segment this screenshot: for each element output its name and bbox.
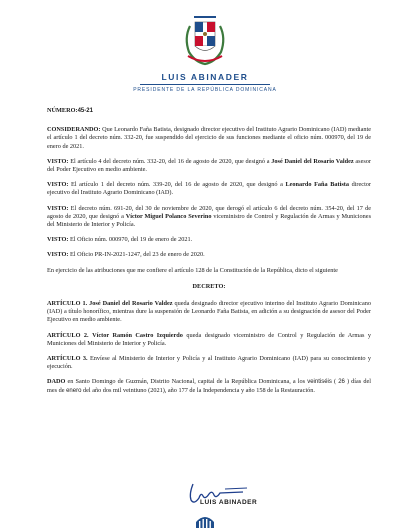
visto-person: Víctor Miguel Polanco Severino — [125, 212, 212, 220]
decree-body — [47, 107, 371, 402]
visto-text: El artículo 4 del decreto núm. 332-20, del 16 de agosto de 2020, que designó a — [70, 157, 272, 165]
article-text: Envíese al Ministerio de Interior y Policía y al Instituto Agrario Dominicano (IAD) para su conocimiento y ejecución. — [47, 355, 371, 371]
article-label: ARTÍCULO 2. — [47, 331, 89, 339]
dado-text-2: ) días del mes de — [47, 378, 371, 394]
article-paragraph — [47, 300, 371, 325]
visto-text: El Oficio PR-IN-2021-1247, del 23 de enero de 2020. — [69, 251, 205, 259]
visto-label: VISTO: — [47, 181, 69, 189]
visto-label: VISTO: — [47, 204, 69, 212]
decreto-heading: DECRETO: — [192, 282, 226, 290]
article-paragraph — [47, 355, 371, 371]
visto-text-end: director ejecutivo del Instituto Agrario Dominicano (IAD). — [47, 181, 372, 197]
visto-label: VISTO: — [47, 236, 69, 244]
visto-paragraph — [47, 158, 371, 174]
visto-text: El Oficio núm. 000970, del 19 de enero de 2021. — [69, 236, 193, 244]
visto-paragraph — [47, 205, 371, 230]
visto-paragraph — [47, 236, 371, 244]
decree-number-label: NÚMERO: — [47, 107, 78, 114]
considerando-label: CONSIDERANDO: — [47, 126, 101, 134]
dado-text-3: del año dos mil veintiuno (2021), año 177 de la Independencia y año 158 de la Restauración. — [81, 386, 315, 394]
visto-text-end: asesor del Poder Ejecutivo en medio ambiente. — [47, 157, 371, 174]
visto-paragraph — [47, 251, 371, 259]
president-name: LUIS ABINADER — [161, 72, 249, 82]
dado-label: DADO — [47, 378, 66, 386]
article-person: Víctor Ramón Castro Izquierdo — [92, 331, 183, 339]
article-text: queda designado director ejecutivo interino del Instituto Agrario Dominicano (IAD) a título honorífico, mientras dure la suspensión de Leonardo Faña Batista, en adición a su designación de asesor del Poder Ejecutivo en medio ambiente. — [47, 300, 371, 324]
article-person: José Daniel del Rosario Valdez — [89, 300, 173, 308]
visto-person: Leonardo Faña Batista — [285, 181, 349, 189]
coat-of-arms-icon — [180, 8, 230, 68]
dado-month: enero — [66, 387, 82, 394]
decree-number — [47, 107, 371, 115]
decree-number-value: 45-21 — [77, 108, 93, 114]
header-divider — [140, 84, 270, 85]
dado-day-words: veintiséis — [307, 379, 332, 386]
considerando-paragraph — [47, 126, 371, 151]
visto-label: VISTO: — [47, 157, 69, 165]
visto-text: El artículo 1 del decreto núm. 339-20, del 16 de agosto de 2020, que designó a — [71, 181, 286, 189]
visto-label: VISTO: — [47, 251, 69, 259]
article-label: ARTÍCULO 1. — [47, 300, 88, 308]
visto-person: José Daniel del Rosario Valdez — [271, 157, 354, 165]
dado-paragraph: DADO en Santo Domingo de Guzmán, Distrito Nacional, capital de la República Dominicana, a los veintiséis ( 26 ) días del mes de enero del año dos mil veintiuno (2021), año 177 de la Independencia y año 158 de la Restauración. — [47, 378, 371, 394]
article-paragraph — [47, 332, 371, 348]
signature-name: LUIS ABINADER — [200, 499, 258, 506]
considerando-text: Que Leonardo Faña Batista, designado director ejecutivo del Instituto Agrario Dominicano (IAD) mediante el artículo 1 del decreto núm. 332-20, fue suspendido del ejercicio de sus funciones mediante el oficio núm. 000970, del 19 de enero de 2021. — [47, 126, 372, 150]
visto-paragraph — [47, 181, 371, 197]
dado-day-number: 26 — [338, 379, 345, 386]
preamble-paragraph: En ejercicio de las atribuciones que me confiere el artículo 128 de la Constitución de la República, dicto el siguiente — [47, 266, 338, 274]
government-seal-icon — [194, 510, 216, 530]
article-label: ARTÍCULO 3. — [47, 355, 88, 363]
article-text: queda designado viceministro de Control y Regulación de Armas y Municiones del Ministerio de Interior y Policía. — [47, 331, 372, 347]
visto-text: El decreto núm. 691-20, del 30 de noviembre de 2020, que derogó el artículo 6 del decreto núm. 354-20, del 17 de agosto de 2020, que designó a — [47, 204, 372, 220]
president-title: PRESIDENTE DE LA REPÚBLICA DOMINICANA — [133, 87, 277, 93]
dado-text: en Santo Domingo de Guzmán, Distrito Nacional, capital de la República Dominicana, a los — [65, 378, 308, 386]
visto-text-end: viceministro de Control y Regulación de Armas y Municiones del Ministerio de Interior y Policía. — [47, 212, 372, 229]
